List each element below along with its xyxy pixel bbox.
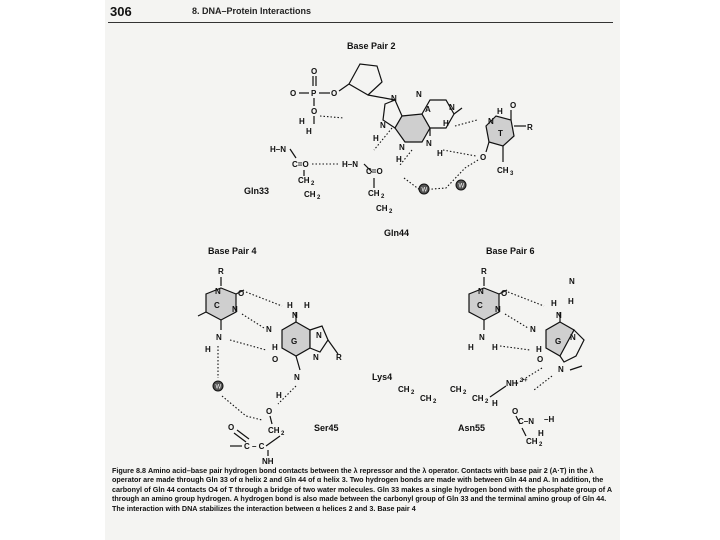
gln44-label: Gln44 — [384, 228, 410, 238]
svg-text:H: H — [497, 107, 503, 116]
thymine-base — [480, 101, 533, 177]
svg-text:H: H — [468, 343, 474, 352]
figure-caption — [112, 466, 612, 513]
svg-text:CH: CH — [450, 385, 462, 394]
asn55-label: Asn55 — [458, 423, 486, 433]
svg-text:2: 2 — [463, 390, 467, 396]
svg-text:–H: –H — [544, 415, 555, 424]
svg-text:CH: CH — [368, 189, 380, 198]
svg-text:O: O — [228, 423, 235, 432]
svg-text:P: P — [311, 89, 317, 98]
svg-text:N: N — [569, 277, 575, 286]
base-letter-a: A — [425, 105, 431, 114]
svg-text:N: N — [380, 121, 386, 130]
svg-text:O: O — [537, 355, 544, 364]
svg-text:N: N — [294, 373, 300, 382]
svg-text:R: R — [218, 267, 224, 276]
svg-text:2: 2 — [281, 431, 285, 437]
svg-text:2: 2 — [311, 181, 315, 187]
svg-text:H: H — [443, 119, 449, 128]
svg-text:H: H — [492, 343, 498, 352]
svg-text:H: H — [272, 343, 278, 352]
svg-text:H: H — [276, 391, 282, 400]
svg-text:H: H — [536, 345, 542, 354]
gln33-label: Gln33 — [244, 186, 270, 196]
bp2-title: Base Pair 2 — [347, 41, 396, 51]
svg-text:2: 2 — [433, 399, 437, 405]
svg-text:H–N: H–N — [342, 160, 359, 169]
svg-text:NH: NH — [262, 457, 274, 466]
svg-text:R: R — [527, 123, 533, 132]
svg-text:N: N — [313, 353, 319, 362]
svg-text:C–N: C–N — [518, 417, 535, 426]
svg-text:H: H — [304, 301, 310, 310]
svg-text:H: H — [299, 117, 305, 126]
svg-text:NH: NH — [506, 379, 518, 388]
svg-text:C=O: C=O — [292, 160, 309, 169]
cytosine-base — [468, 287, 507, 352]
bp6-title: Base Pair 6 — [486, 246, 535, 256]
svg-text:O: O — [331, 89, 338, 98]
svg-text:C – C: C – C — [244, 442, 265, 451]
svg-text:2: 2 — [381, 194, 385, 200]
svg-text:CH: CH — [472, 394, 484, 403]
svg-text:N: N — [292, 311, 298, 320]
deoxyribose-ring — [349, 64, 382, 95]
base-letter-c: C — [477, 301, 483, 310]
svg-text:H: H — [396, 155, 402, 164]
base-letter-t: T — [498, 129, 503, 138]
svg-text:CH: CH — [298, 176, 310, 185]
svg-text:N: N — [449, 103, 455, 112]
svg-text:CH: CH — [420, 394, 432, 403]
svg-text:CH: CH — [497, 166, 509, 175]
ser45-label: Ser45 — [314, 423, 339, 433]
svg-text:H: H — [538, 429, 544, 438]
svg-text:3: 3 — [510, 171, 514, 177]
chapter-title: 8. DNA–Protein Interactions — [192, 6, 312, 16]
svg-text:H: H — [551, 299, 557, 308]
svg-text:N: N — [399, 143, 405, 152]
svg-text:N: N — [215, 287, 221, 296]
svg-text:O: O — [311, 67, 318, 76]
svg-text:O: O — [238, 289, 245, 298]
adenine-base — [380, 90, 462, 158]
svg-text:N: N — [556, 311, 562, 320]
guanine-base — [266, 301, 342, 382]
svg-text:CH: CH — [526, 437, 538, 446]
svg-text:O: O — [510, 101, 517, 110]
base-letter-g: G — [291, 337, 298, 346]
svg-text:N: N — [266, 325, 272, 334]
svg-text:O: O — [272, 355, 279, 364]
svg-text:2: 2 — [411, 390, 415, 396]
svg-text:N: N — [391, 94, 397, 103]
base-letter-g: G — [555, 337, 562, 346]
svg-text:N: N — [416, 90, 422, 99]
svg-text:N: N — [216, 333, 222, 342]
water-symbol: W — [421, 187, 428, 194]
svg-text:2: 2 — [317, 195, 321, 201]
lys4-residue — [372, 372, 528, 405]
water-symbol: W — [215, 384, 222, 391]
page-number: 306 — [110, 4, 132, 19]
svg-text:CH: CH — [398, 385, 410, 394]
svg-text:R: R — [481, 267, 487, 276]
gln33-residue — [244, 117, 340, 201]
svg-text:O: O — [501, 289, 508, 298]
svg-text:H: H — [373, 134, 379, 143]
svg-text:N: N — [530, 325, 536, 334]
svg-text:N: N — [478, 287, 484, 296]
svg-text:N: N — [570, 333, 576, 342]
svg-text:N: N — [495, 305, 501, 314]
svg-text:H: H — [492, 399, 498, 408]
guanine-base — [530, 277, 584, 374]
svg-text:N: N — [316, 331, 322, 340]
svg-text:CH: CH — [268, 426, 280, 435]
svg-text:2: 2 — [485, 399, 489, 405]
ser45-residue — [228, 391, 339, 466]
water-symbol: W — [458, 183, 465, 190]
svg-text:N: N — [232, 305, 238, 314]
svg-text:N: N — [488, 117, 494, 126]
svg-text:H–N: H–N — [270, 145, 287, 154]
panel-base-pair-2 — [244, 41, 533, 238]
panel-base-pair-4 — [198, 246, 342, 466]
cytosine-base — [198, 287, 244, 354]
base-letter-c: C — [214, 301, 220, 310]
caption-label: Figure 8.8 — [112, 466, 146, 475]
svg-text:H: H — [568, 297, 574, 306]
svg-text:O: O — [290, 89, 297, 98]
phosphate-group — [290, 67, 349, 124]
caption-text: Amino acid–base pair hydrogen bond contacts between the λ repressor and the λ operator. Contacts with base pair 2 (A·T) in the λ operator are made through Gln 33 of α helix 2 and Gln 44 of α helix 3. Two hydrogen bonds are made with between Gln 44 and A. In addition, the carbonyl of Gln 44 contacts O4 of T through a bridge of two water molecules. Gln 33 makes a single hydrogen bond with the phosphate group of A through an amino group hydrogen. A hydrogen bond is also made between the carbonyl group of Gln 33 and the terminal amino group of Gln 44. The interaction with DNA stabilizes the interaction between α helices 2 and 3. Base pair 4 — [112, 466, 612, 513]
lys4-label: Lys4 — [372, 372, 393, 382]
svg-text:N: N — [426, 139, 432, 148]
asn55-residue — [458, 399, 554, 448]
svg-text:CH: CH — [304, 190, 316, 199]
svg-text:H: H — [306, 127, 312, 136]
svg-text:CH: CH — [376, 204, 388, 213]
svg-text:N: N — [558, 365, 564, 374]
svg-text:+: + — [524, 378, 528, 384]
svg-text:H: H — [437, 149, 443, 158]
svg-text:O: O — [512, 407, 519, 416]
svg-text:3: 3 — [520, 378, 524, 384]
svg-text:C=O: C=O — [366, 167, 383, 176]
svg-text:R: R — [336, 353, 342, 362]
svg-text:2: 2 — [539, 442, 543, 448]
panel-base-pair-6 — [372, 246, 584, 448]
svg-text:N: N — [479, 333, 485, 342]
svg-text:H: H — [205, 345, 211, 354]
svg-text:H: H — [287, 301, 293, 310]
svg-text:O: O — [480, 153, 487, 162]
svg-text:O: O — [311, 107, 318, 116]
svg-text:O: O — [266, 407, 273, 416]
bp4-title: Base Pair 4 — [208, 246, 257, 256]
svg-text:2: 2 — [389, 209, 393, 215]
